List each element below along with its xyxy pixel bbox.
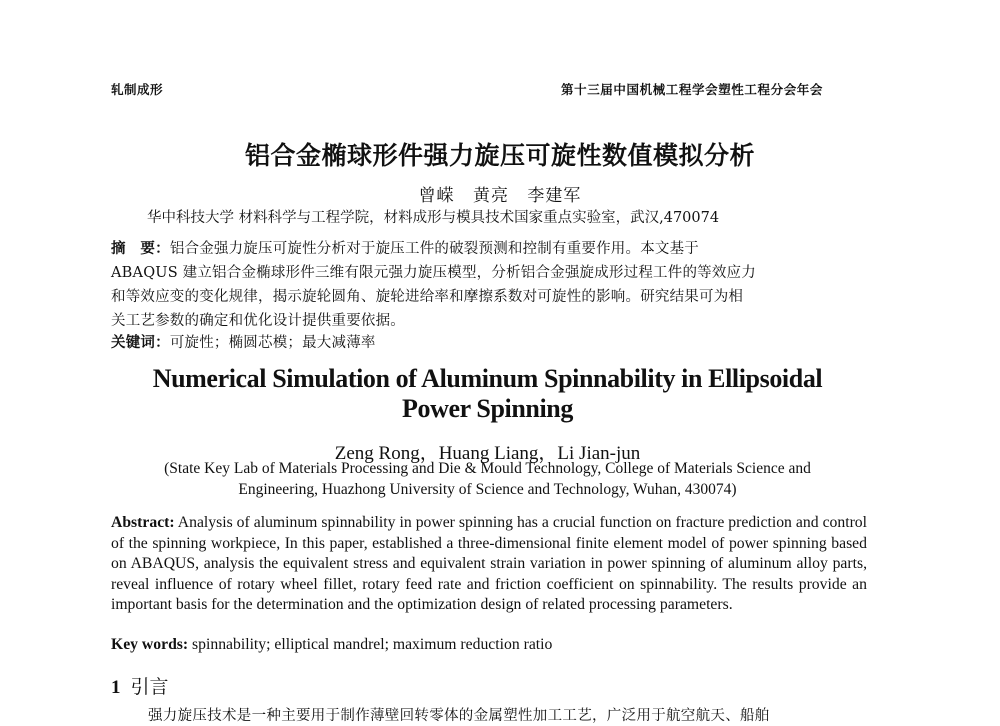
running-header-conference: 第十三届中国机械工程学会塑性工程分会年会: [561, 82, 824, 97]
keywords-chinese-text: 可旋性；椭圆芯模；最大减薄率: [169, 335, 376, 351]
body-paragraph-line: 强力旋压技术是一种主要用于制作薄壁回转零体的金属塑性加工工艺，广泛用于航空航天、船舶: [148, 708, 770, 724]
keywords-label-chinese: 关键词：: [111, 335, 170, 351]
running-header-section: 轧制成形: [111, 82, 164, 97]
abstract-chinese-line: 关工艺参数的确定和优化设计提供重要依据。: [111, 313, 405, 329]
paper-title-chinese: 铝合金椭球形件强力旋压可旋性数值模拟分析: [244, 141, 755, 170]
keywords-english: [111, 636, 552, 654]
paper-title-english-line1: Numerical Simulation of Aluminum Spinnability in Ellipsoidal: [152, 364, 823, 393]
abstract-chinese-line: ABAQUS 建立铝合金椭球形件三维有限元强力旋压模型，分析铝合金强旋成形过程工件的等效应力: [111, 265, 756, 281]
abstract-chinese-text: 铝合金强力旋压可旋性分析对于旋压工件的破裂预测和控制有重要作用。本文基于: [169, 241, 700, 257]
abstract-label-english: Abstract:: [111, 514, 175, 531]
section-title: 引言: [130, 676, 169, 698]
affiliation-english-line1: (State Key Lab of Materials Processing and Die & Mould Technology, College of Materials Science and: [164, 460, 811, 477]
authors-english: Zeng Rong，Huang Liang，Li Jian-jun: [334, 443, 641, 464]
affiliation-chinese: 华中科技大学 材料科学与工程学院，材料成形与模具技术国家重点实验室，武汉,470074: [147, 210, 720, 226]
abstract-english-text: Analysis of aluminum spinnability in power spinning has a crucial function on fracture prediction and control of the spinning workpiece, In this paper, established a three-dimensional finite element model of power spinning based on ABAQUS, analysis the equivalent stress and equivalent strain variation in power spinning of aluminum alloy parts, reveal influence of rotary wheel fillet, rotary feed rate and friction coefficient on spinnability. The results provide an important basis for the determination and the optimization design of related processing parameters.: [111, 514, 868, 613]
section-heading: [111, 672, 169, 699]
abstract-chinese-line: 和等效应变的变化规律，揭示旋轮圆角、旋轮进给率和摩擦系数对可旋性的影响。研究结果可为相: [111, 289, 744, 305]
affiliation-english-line2: Engineering, Huazhong University of Science and Technology, Wuhan, 430074): [238, 481, 737, 498]
keywords-english-text: spinnability; elliptical mandrel; maximum reduction ratio: [192, 636, 553, 653]
keywords-chinese: [111, 331, 376, 352]
keywords-label-english: Key words:: [111, 636, 189, 653]
authors-chinese: 曾嵘 黄亮 李建军: [418, 186, 582, 206]
abstract-english: [111, 513, 867, 616]
section-number: 1: [111, 677, 121, 698]
paper-title-english-line2: Power Spinning: [402, 394, 573, 423]
abstract-chinese-line: [111, 237, 699, 258]
abstract-label-chinese: 摘 要：: [111, 241, 170, 257]
